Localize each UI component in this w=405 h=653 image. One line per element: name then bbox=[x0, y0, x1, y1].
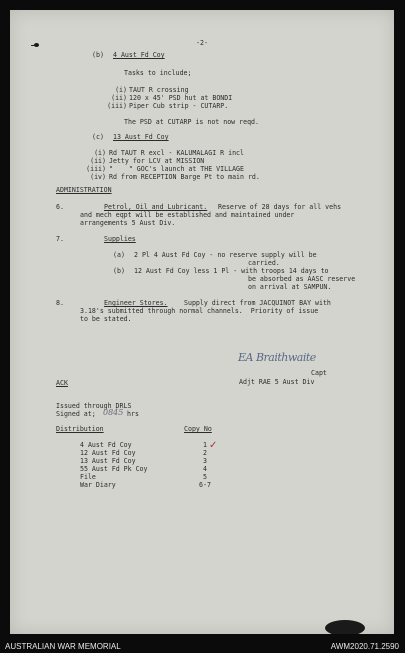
para-6-text: Reserve of 28 days for all vehs bbox=[218, 203, 342, 211]
para-7b-text: on arrival at SAMPUN. bbox=[248, 283, 332, 291]
task-text: Piper Cub strip - CUTARP. bbox=[129, 102, 229, 110]
accession-number: AWM2020.71.2590 bbox=[330, 642, 399, 651]
para-7b-text: 12 Aust Fd Coy less 1 Pl - with troops 14 days to bbox=[134, 267, 329, 275]
copy-number: 4 bbox=[203, 465, 207, 473]
para-8-title: Engineer Stores. bbox=[104, 299, 168, 307]
tasks-intro: Tasks to include; bbox=[124, 69, 192, 77]
distribution-unit: File bbox=[80, 473, 96, 481]
ink-mark bbox=[31, 45, 39, 46]
task-number: (i) bbox=[94, 149, 106, 157]
distribution-unit: 4 Aust Fd Coy bbox=[80, 441, 132, 449]
para-7-title: Supplies bbox=[104, 235, 136, 243]
distribution-unit: War Diary bbox=[80, 481, 116, 489]
copy-number: 5 bbox=[203, 473, 207, 481]
para-6-text: and mech eqpt will be established and maintained under bbox=[80, 211, 295, 219]
para-8-text: 3.18's submitted through normal channels. Priority of issue bbox=[80, 307, 319, 315]
section-c-heading: 13 Aust Fd Coy bbox=[113, 133, 169, 141]
task-text: 120 x 45' PSD hut at BONDI bbox=[129, 94, 233, 102]
section-b-note: The PSD at CUTARP is not now reqd. bbox=[124, 118, 259, 126]
administration-heading: ADMINISTRATION bbox=[56, 186, 112, 194]
distribution-unit: 12 Aust Fd Coy bbox=[80, 449, 136, 457]
copy-number: 1 bbox=[203, 441, 207, 449]
task-number: (ii) bbox=[111, 94, 127, 102]
para-6-title: Petrol, Oil and Lubricant. bbox=[104, 203, 208, 211]
archive-name: AUSTRALIAN WAR MEMORIAL bbox=[5, 642, 121, 651]
para-7a-text: carried. bbox=[248, 259, 280, 267]
archive-footer bbox=[0, 634, 405, 653]
para-7b-text: be absorbed as AASC reserve bbox=[248, 275, 356, 283]
signatory-rank: Capt bbox=[311, 369, 327, 377]
copy-number: 3 bbox=[203, 457, 207, 465]
task-text: Rd TAUT R excl - KALUMALAGI R incl bbox=[109, 149, 244, 157]
copy-number: 6-7 bbox=[199, 481, 211, 489]
para-6-text: arrangements 5 Aust Div. bbox=[80, 219, 176, 227]
distribution-unit: 13 Aust Fd Coy bbox=[80, 457, 136, 465]
red-tick-mark: ✓ bbox=[209, 440, 218, 451]
distribution-unit: 55 Aust Fd Pk Coy bbox=[80, 465, 148, 473]
page-number: -2- bbox=[196, 39, 208, 47]
section-c-number: (c) bbox=[92, 133, 104, 141]
signed-at-label: Signed at; bbox=[56, 410, 96, 418]
task-number: (iii) bbox=[107, 102, 127, 110]
issued-through: Issued through DRLS bbox=[56, 402, 132, 410]
task-number: (i) bbox=[115, 86, 127, 94]
signatory-appointment: Adjt RAE 5 Aust Div bbox=[239, 378, 315, 386]
para-7-number: 7. bbox=[56, 235, 64, 243]
task-text: Jetty for LCV at MISSION bbox=[109, 157, 205, 165]
para-8-text: Supply direct from JACQUINOT BAY with bbox=[184, 299, 331, 307]
para-7a-text: 2 Pl 4 Aust Fd Coy - no reserve supply will be bbox=[134, 251, 317, 259]
para-8-text: to be stated. bbox=[80, 315, 132, 323]
copy-number: 2 bbox=[203, 449, 207, 457]
para-8-number: 8. bbox=[56, 299, 64, 307]
handwritten-signature: EA Braithwaite bbox=[238, 351, 316, 364]
section-b-number: (b) bbox=[92, 51, 104, 59]
document-page bbox=[10, 10, 394, 634]
task-number: (ii) bbox=[90, 157, 106, 165]
task-text: Rd from RECEPTION Barge Pt to main rd. bbox=[109, 173, 260, 181]
hrs-label: hrs bbox=[127, 410, 139, 418]
task-text: TAUT R crossing bbox=[129, 86, 189, 94]
ack-label: ACK bbox=[56, 379, 68, 387]
section-b-heading: 4 Aust Fd Coy bbox=[113, 51, 165, 59]
task-text: " " GOC's launch at THE VILLAGE bbox=[109, 165, 244, 173]
task-number: (iii) bbox=[86, 165, 106, 173]
para-7a-number: (a) bbox=[113, 251, 125, 259]
para-7b-number: (b) bbox=[113, 267, 125, 275]
copy-no-heading: Copy No bbox=[184, 425, 212, 433]
task-number: (iv) bbox=[90, 173, 106, 181]
distribution-heading: Distribution bbox=[56, 425, 104, 433]
signed-time-handwritten: 0845 bbox=[103, 408, 124, 417]
para-6-number: 6. bbox=[56, 203, 64, 211]
